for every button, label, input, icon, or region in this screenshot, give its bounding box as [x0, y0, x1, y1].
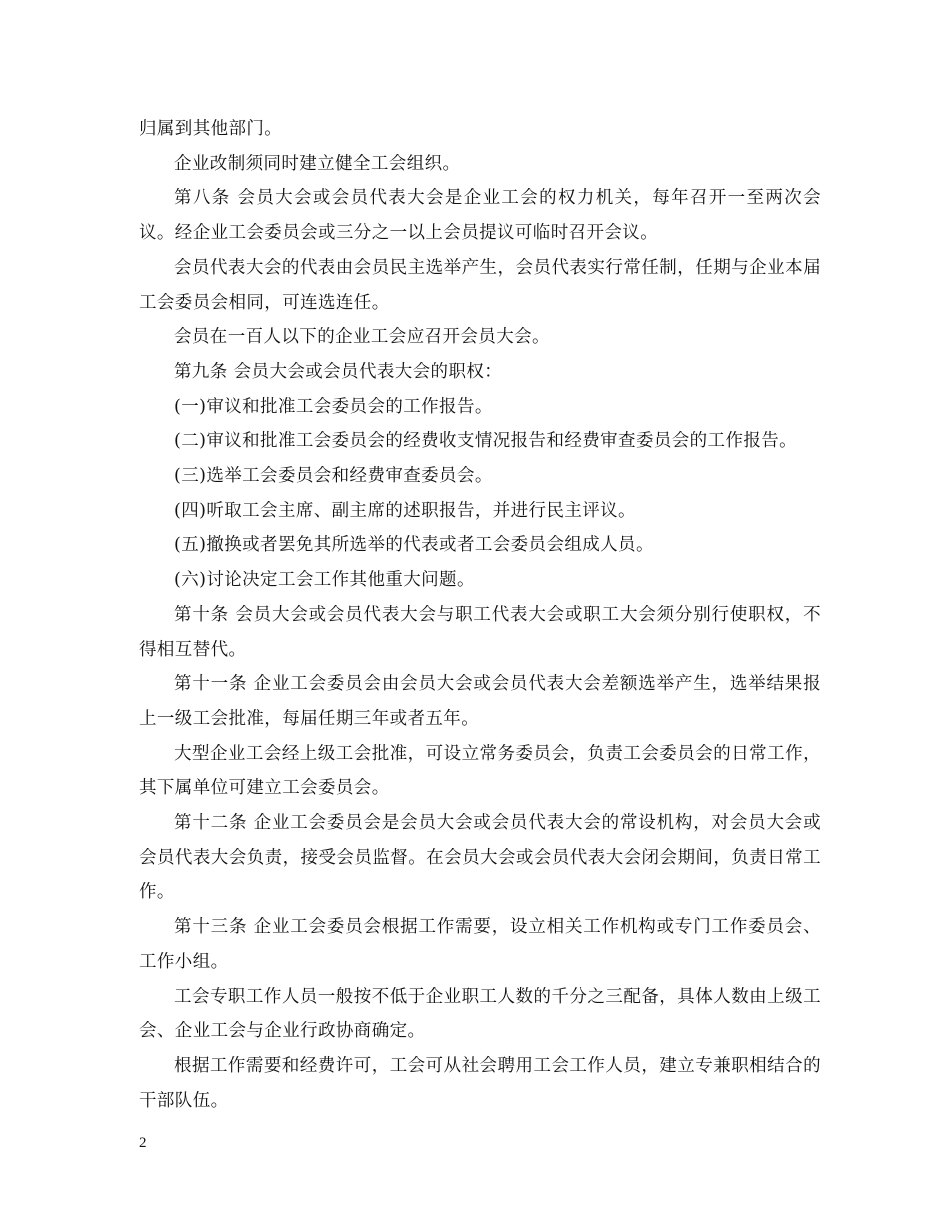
article-9: 第九条 会员大会或会员代表大会的职权：: [174, 361, 503, 382]
article-12: 第十二条 企业工会委员会是会员大会或会员代表大会的常设机构，对会员大会或会员代表大会负责，接受会员监督。在会员大会或会员代表大会闭会期间，负责日常工作。: [139, 813, 821, 903]
document-body: [139, 112, 821, 1118]
paragraph: 会员代表大会的代表由会员民主选举产生，会员代表实行常任制，任期与企业本届工会委员会相同，可连选连任。: [139, 257, 821, 313]
list-item: (五)撤换或者罢免其所选举的代表或者工会委员会组成人员。: [174, 535, 654, 556]
list-item: (一)审议和批准工会委员会的工作报告。: [174, 396, 493, 417]
list-item: (三)选举工会委员会和经费审查委员会。: [174, 466, 493, 487]
paragraph: 根据工作需要和经费许可，工会可从社会聘用工会工作人员，建立专兼职相结合的干部队伍。: [139, 1055, 821, 1111]
list-item: (四)听取工会主席、副主席的述职报告，并进行民主评议。: [174, 500, 636, 521]
article-10: 第十条 会员大会或会员代表大会与职工代表大会或职工大会须分别行使职权，不得相互替代。: [139, 604, 821, 660]
paragraph: 企业改制须同时建立健全工会组织。: [174, 153, 461, 174]
page-number: 2: [139, 1135, 147, 1151]
paragraph-continuation: 归属到其他部门。: [139, 119, 283, 139]
article-11: 第十一条 企业工会委员会由会员大会或会员代表大会差额选举产生，选举结果报上一级工会批准，每届任期三年或者五年。: [139, 674, 821, 729]
paragraph: 会员在一百人以下的企业工会应召开会员大会。: [174, 327, 550, 348]
article-13: 第十三条 企业工会委员会根据工作需要，设立相关工作机构或专门工作委员会、工作小组。: [139, 917, 821, 972]
article-8: 第八条 会员大会或会员代表大会是企业工会的权力机关，每年召开一至两次会议。经企业工会委员会或三分之一以上会员提议可临时召开会议。: [139, 188, 821, 244]
list-item: (二)审议和批准工会委员会的经费收支情况报告和经费审查委员会的工作报告。: [174, 431, 798, 452]
paragraph: 大型企业工会经上级工会批准，可设立常务委员会，负责工会委员会的日常工作，其下属单位可建立工会委员会。: [139, 743, 821, 799]
paragraph: 工会专职工作人员一般按不低于企业职工人数的千分之三配备，具体人数由上级工会、企业工会与企业行政协商确定。: [139, 986, 821, 1042]
list-item: (六)讨论决定工会工作其他重大问题。: [174, 570, 475, 591]
